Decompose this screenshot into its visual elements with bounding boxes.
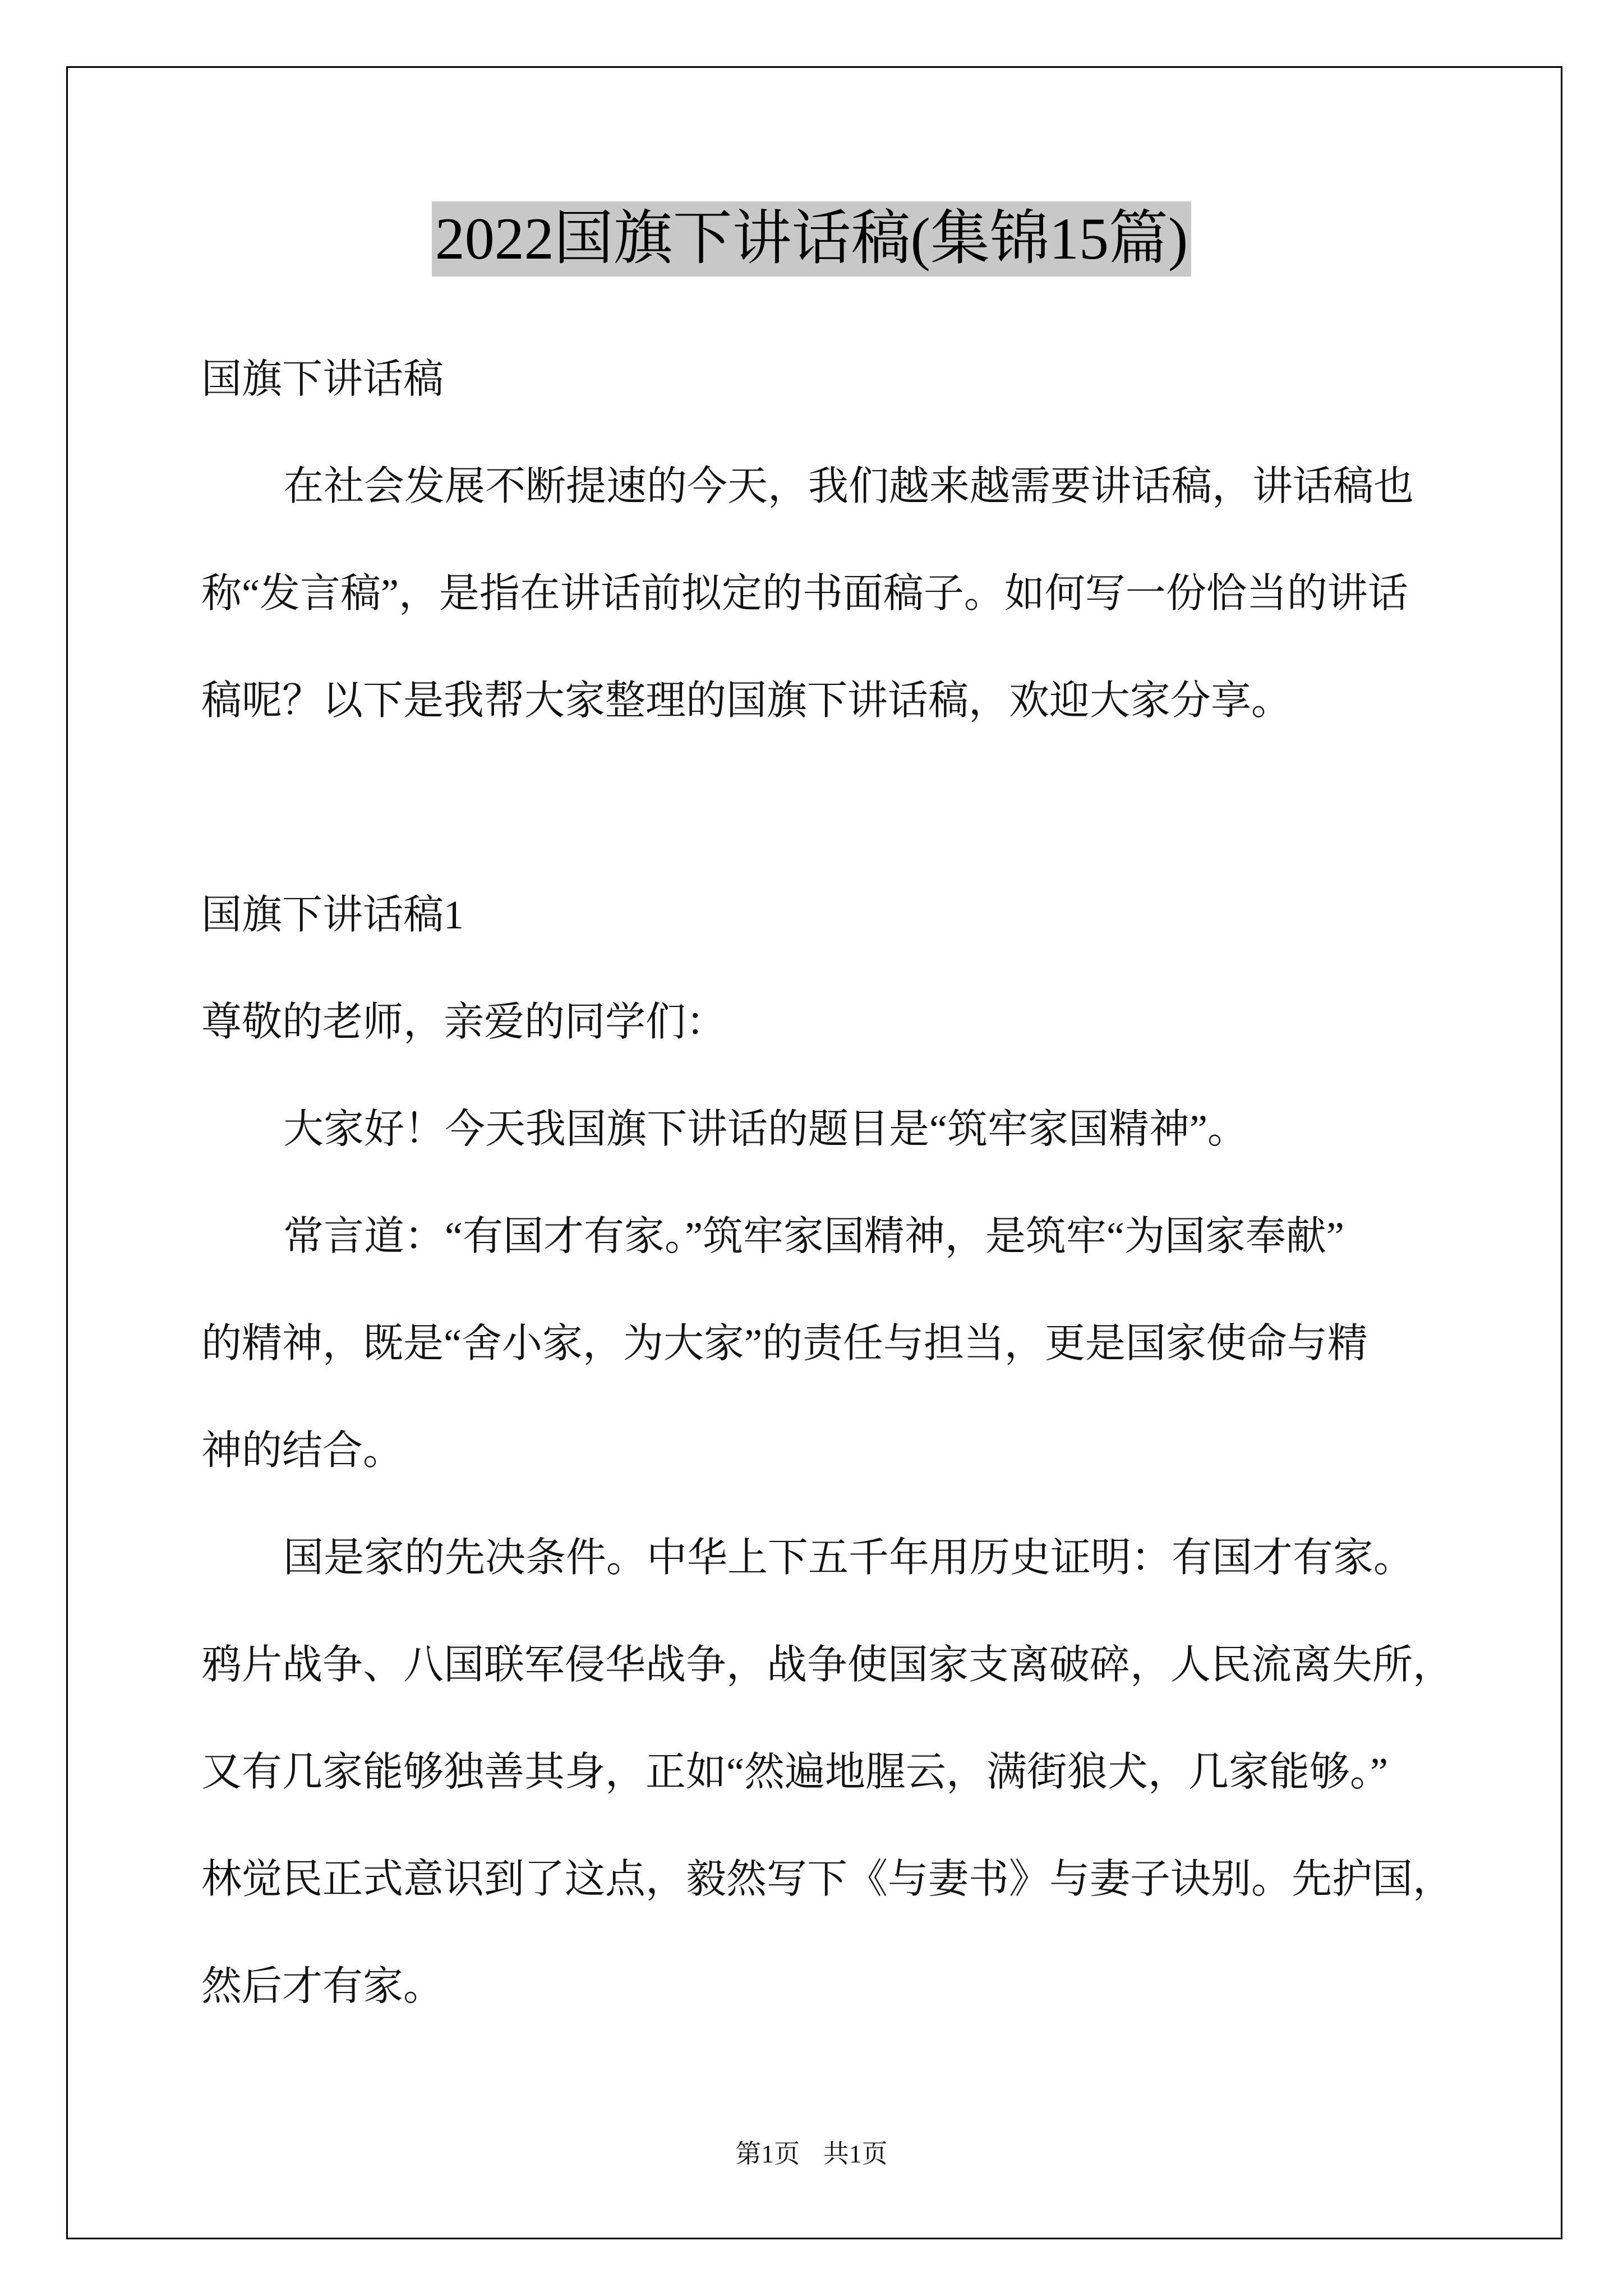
paragraph-line: 称“发言稿”，是指在讲话前拟定的书面稿子。如何写一份恰当的讲话	[201, 571, 1408, 616]
intro-heading: 国旗下讲话稿	[201, 357, 444, 402]
paragraph-line: 在社会发展不断提速的今天，我们越来越需要讲话稿，讲话稿也	[283, 464, 1414, 509]
paragraph-line: 林觉民正式意识到了这点，毅然写下《与妻书》与妻子诀别。先护国，	[201, 1857, 1454, 1902]
page-footer: 第1页 共1页	[735, 2139, 888, 2168]
paragraph-1	[201, 1076, 1514, 1183]
blank-line	[201, 754, 1514, 862]
paragraph-line: 大家好！今天我国旗下讲话的题目是“筑牢家国精神”。	[283, 1107, 1248, 1152]
salutation: 尊敬的老师，亲爱的同学们：	[201, 1000, 727, 1045]
paragraph-line: 鸦片战争、八国联军侵华战争，战争使国家支离破碎，人民流离失所，	[201, 1642, 1454, 1687]
paragraph-line: 常言道：“有国才有家。”筑牢家国精神，是筑牢“为国家奉献”	[283, 1214, 1344, 1259]
paragraph-line: 稿呢？以下是我帮大家整理的国旗下讲话稿，欢迎大家分享。	[201, 678, 1292, 723]
title-container	[0, 201, 1623, 277]
section-heading: 国旗下讲话稿1	[201, 892, 464, 937]
paragraph-line: 又有几家能够独善其身，正如“然遍地腥云，满街狼犬，几家能够。”	[201, 1750, 1388, 1795]
paragraph-2	[201, 1183, 1514, 1504]
paragraph-line: 然后才有家。	[201, 1964, 444, 2009]
document-body	[201, 326, 1514, 2040]
paragraph-3	[201, 1504, 1514, 2040]
paragraph-line: 的精神，既是“舍小家，为大家”的责任与担当，更是国家使命与精	[201, 1321, 1368, 1366]
document-title: 2022国旗下讲话稿(集锦15篇)	[432, 201, 1192, 277]
intro-paragraph	[201, 433, 1514, 754]
paragraph-line: 国是家的先决条件。中华上下五千年用历史证明：有国才有家。	[283, 1535, 1414, 1580]
paragraph-line: 神的结合。	[201, 1428, 404, 1473]
